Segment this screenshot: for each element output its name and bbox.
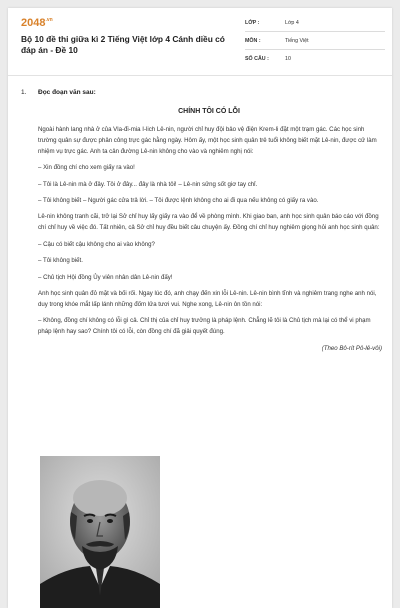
story-author: (Theo Bô-rít Pô-lê-vôi) [321,344,382,352]
header-divider [8,75,392,76]
story-body [38,125,382,360]
story-paragraph: – Tôi không biết. [38,257,83,265]
story-paragraph: – Tôi không biết – Người gác cửa trả lời. – Tôi được lệnh không cho ai đi qua nếu không có giấy ra vào. [38,197,319,205]
story-title: CHÍNH TÔI CÓ LỖI [178,108,240,115]
document-title: Bộ 10 đề thi giữa kì 2 Tiếng Việt lớp 4 Cánh diều có đáp án - Đề 10 [21,34,225,55]
meta-label: MÔN : [245,37,261,44]
meta-value: 10 [285,55,291,62]
story-paragraph: – Chủ tịch Hội đồng Ủy viên nhân dân Lê-nin đấy! [38,273,173,281]
document-page [8,8,392,608]
meta-value: Lớp 4 [285,19,299,26]
story-paragraph: – Cậu có biết cậu không cho ai vào không? [38,240,155,248]
story-paragraph: Ngoài hành lang nhà ở của Vla-đi-mia I-lich Lê-nin, người chỉ huy đội bảo vệ điện Krem-li đặt một trạm gác. Các học sinh trường quân sự được phân công trực gác hằng ngày. Hôm ấy, một học sinh quân trẻ tuổi không biết mặt Lê-nin, được cử làm nhiệm vụ trực gác. Anh ta cản đường Lê-nin không cho vào và nghiêm nghị nói: [38,126,377,155]
logo-text: 2048 [21,17,46,29]
story-paragraph: – Xin đồng chí cho xem giấy ra vào! [38,164,135,172]
story-paragraph: Lê-nin không tranh cãi, trở lại Sở chỉ huy lấy giấy ra vào để về phòng mình. Khi giao ban, anh học sinh quân báo cáo với đồng chí chỉ huy về việc đó. Tất nhiên, cả Sở chỉ huy đều biết câu chuyện ấy. Đồng chí chỉ huy nghiêm giọng hỏi anh học sinh quân: [38,213,380,232]
logo-tld: .vn [45,17,53,23]
meta-value: Tiếng Việt [285,37,309,44]
meta-table [245,14,385,67]
story-paragraph: Anh học sinh quân đỏ mặt và bối rối. Ngay lúc đó, anh chạy đến xin lỗi Lê-nin. Lê-nin bình tĩnh và nghiêm trang nghe anh nói, duy trong khóe mắt lấp lánh những đốm lửa tươi vui. Nghe xong, Lê-nin ôn tồn nói: [38,289,377,308]
story-paragraph: – Không, đồng chí không có lỗi gì cả. Chỉ thị của chỉ huy trưởng là pháp lệnh. Chẳng lẽ tôi là Chủ tịch mà lại có thể vi phạm pháp lệnh hay sao? Chính tôi có lỗi, còn đồng chí đã giải quyết đúng. [38,317,371,336]
site-logo[interactable] [21,17,53,29]
question-number: 1. [21,89,27,96]
portrait-image [40,456,160,608]
question-heading: Đọc đoạn văn sau: [38,89,96,96]
meta-row-subject [245,32,385,50]
portrait-photo [40,456,160,608]
meta-label: LỚP : [245,19,260,26]
story-paragraph: – Tôi là Lê-nin mà ở đây. Tôi ở đây... đây là nhà tôi! – Lê-nin sửng sốt giơ tay chỉ. [38,180,258,188]
document-header [8,8,392,68]
meta-label: SỐ CÂU : [245,55,269,62]
meta-row-grade [245,14,385,32]
meta-row-question-count [245,50,385,67]
